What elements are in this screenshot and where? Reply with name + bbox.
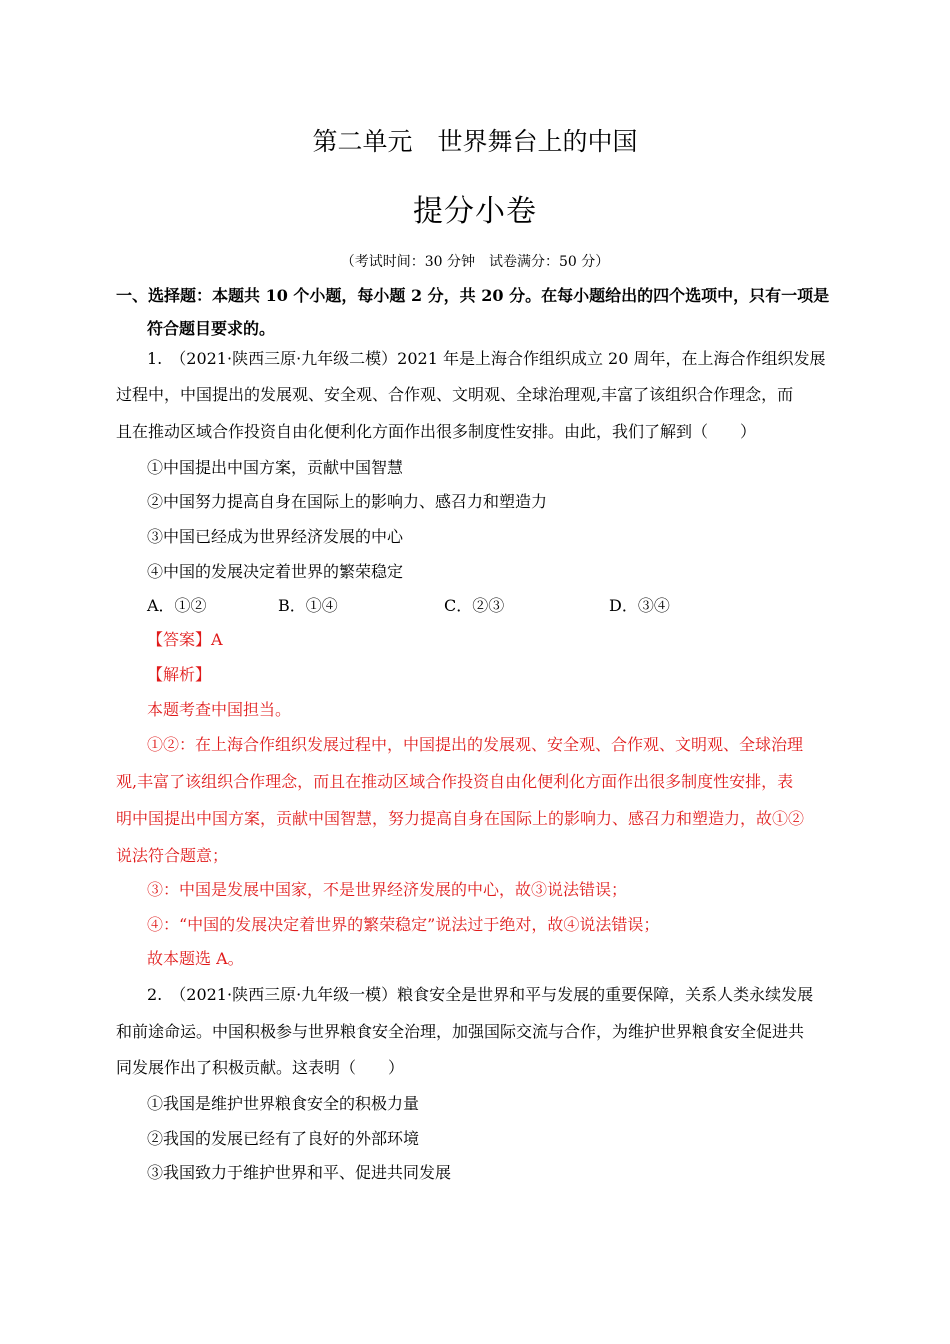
q1-analysis-line: 本题考查中国担当。 — [147, 700, 292, 719]
q1-analysis-line: ③：中国是发展中国家，不是世界经济发展的中心，故③说法错误； — [147, 880, 628, 899]
q1-stem-line1: 1. （2021·陕西三原·九年级二模）2021 年是上海合作组织成立 20 周年，在上海合作组织发展 — [147, 349, 826, 368]
q2-stem-line3: 同发展作出了积极贡献。这表明（ ） — [116, 1058, 405, 1077]
q1-option-a: A．①② — [147, 596, 207, 615]
page-title: 第二单元 世界舞台上的中国 — [312, 127, 638, 156]
exam-info: （考试时间：30 分钟 试卷满分：50 分） — [340, 254, 610, 270]
section-heading-line1: 一、选择题：本题共 10 个小题，每小题 2 分，共 20 分。在每小题给出的四个选项中，只有一项是 — [116, 286, 830, 305]
q1-option-b: B．①④ — [278, 596, 338, 615]
q1-analysis-line: 明中国提出中国方案，贡献中国智慧，努力提高自身在国际上的影响力、感召力和塑造力，故①② — [116, 809, 805, 828]
q1-item: ③中国已经成为世界经济发展的中心 — [147, 527, 404, 546]
q2-item: ②我国的发展已经有了良好的外部环境 — [147, 1129, 420, 1148]
q2-item: ①我国是维护世界粮食安全的积极力量 — [147, 1094, 420, 1113]
q1-stem-line3: 且在推动区域合作投资自由化便利化方面作出很多制度性安排。由此，我们了解到（ ） — [116, 422, 757, 441]
q1-item: ②中国努力提高自身在国际上的影响力、感召力和塑造力 — [147, 492, 548, 511]
q1-analysis-line: 观,丰富了该组织合作理念，而且在推动区域合作投资自由化便利化方面作出很多制度性安排，表 — [116, 772, 794, 791]
q1-analysis-line: 故本题选 A。 — [147, 949, 244, 968]
q1-item: ④中国的发展决定着世界的繁荣稳定 — [147, 562, 404, 581]
q2-item: ③我国致力于维护世界和平、促进共同发展 — [147, 1163, 452, 1182]
section-heading-line2: 符合题目要求的。 — [147, 319, 276, 338]
q1-analysis-line: ①②：在上海合作组织发展过程中，中国提出的发展观、安全观、合作观、文明观、全球治理 — [147, 735, 804, 754]
q1-analysis-line: 说法符合题意； — [116, 846, 229, 865]
q1-option-c: C．②③ — [444, 596, 505, 615]
q1-answer: 【答案】A — [147, 630, 223, 649]
q1-item: ①中国提出中国方案，贡献中国智慧 — [147, 458, 404, 477]
q2-stem-line2: 和前途命运。中国积极参与世界粮食安全治理，加强国际交流与合作，为维护世界粮食安全促进共 — [116, 1022, 805, 1041]
page-subtitle: 提分小卷 — [413, 194, 537, 229]
q1-analysis-line: ④：“中国的发展决定着世界的繁荣稳定”说法过于绝对，故④说法错误； — [147, 915, 660, 934]
q1-option-d: D．③④ — [609, 596, 670, 615]
q1-stem-line2: 过程中，中国提出的发展观、安全观、合作观、文明观、全球治理观,丰富了该组织合作理念，而 — [116, 385, 794, 404]
q2-stem-line1: 2. （2021·陕西三原·九年级一模）粮食安全是世界和平与发展的重要保障，关系人类永续发展 — [147, 985, 814, 1004]
q1-analysis-label: 【解析】 — [147, 665, 212, 684]
